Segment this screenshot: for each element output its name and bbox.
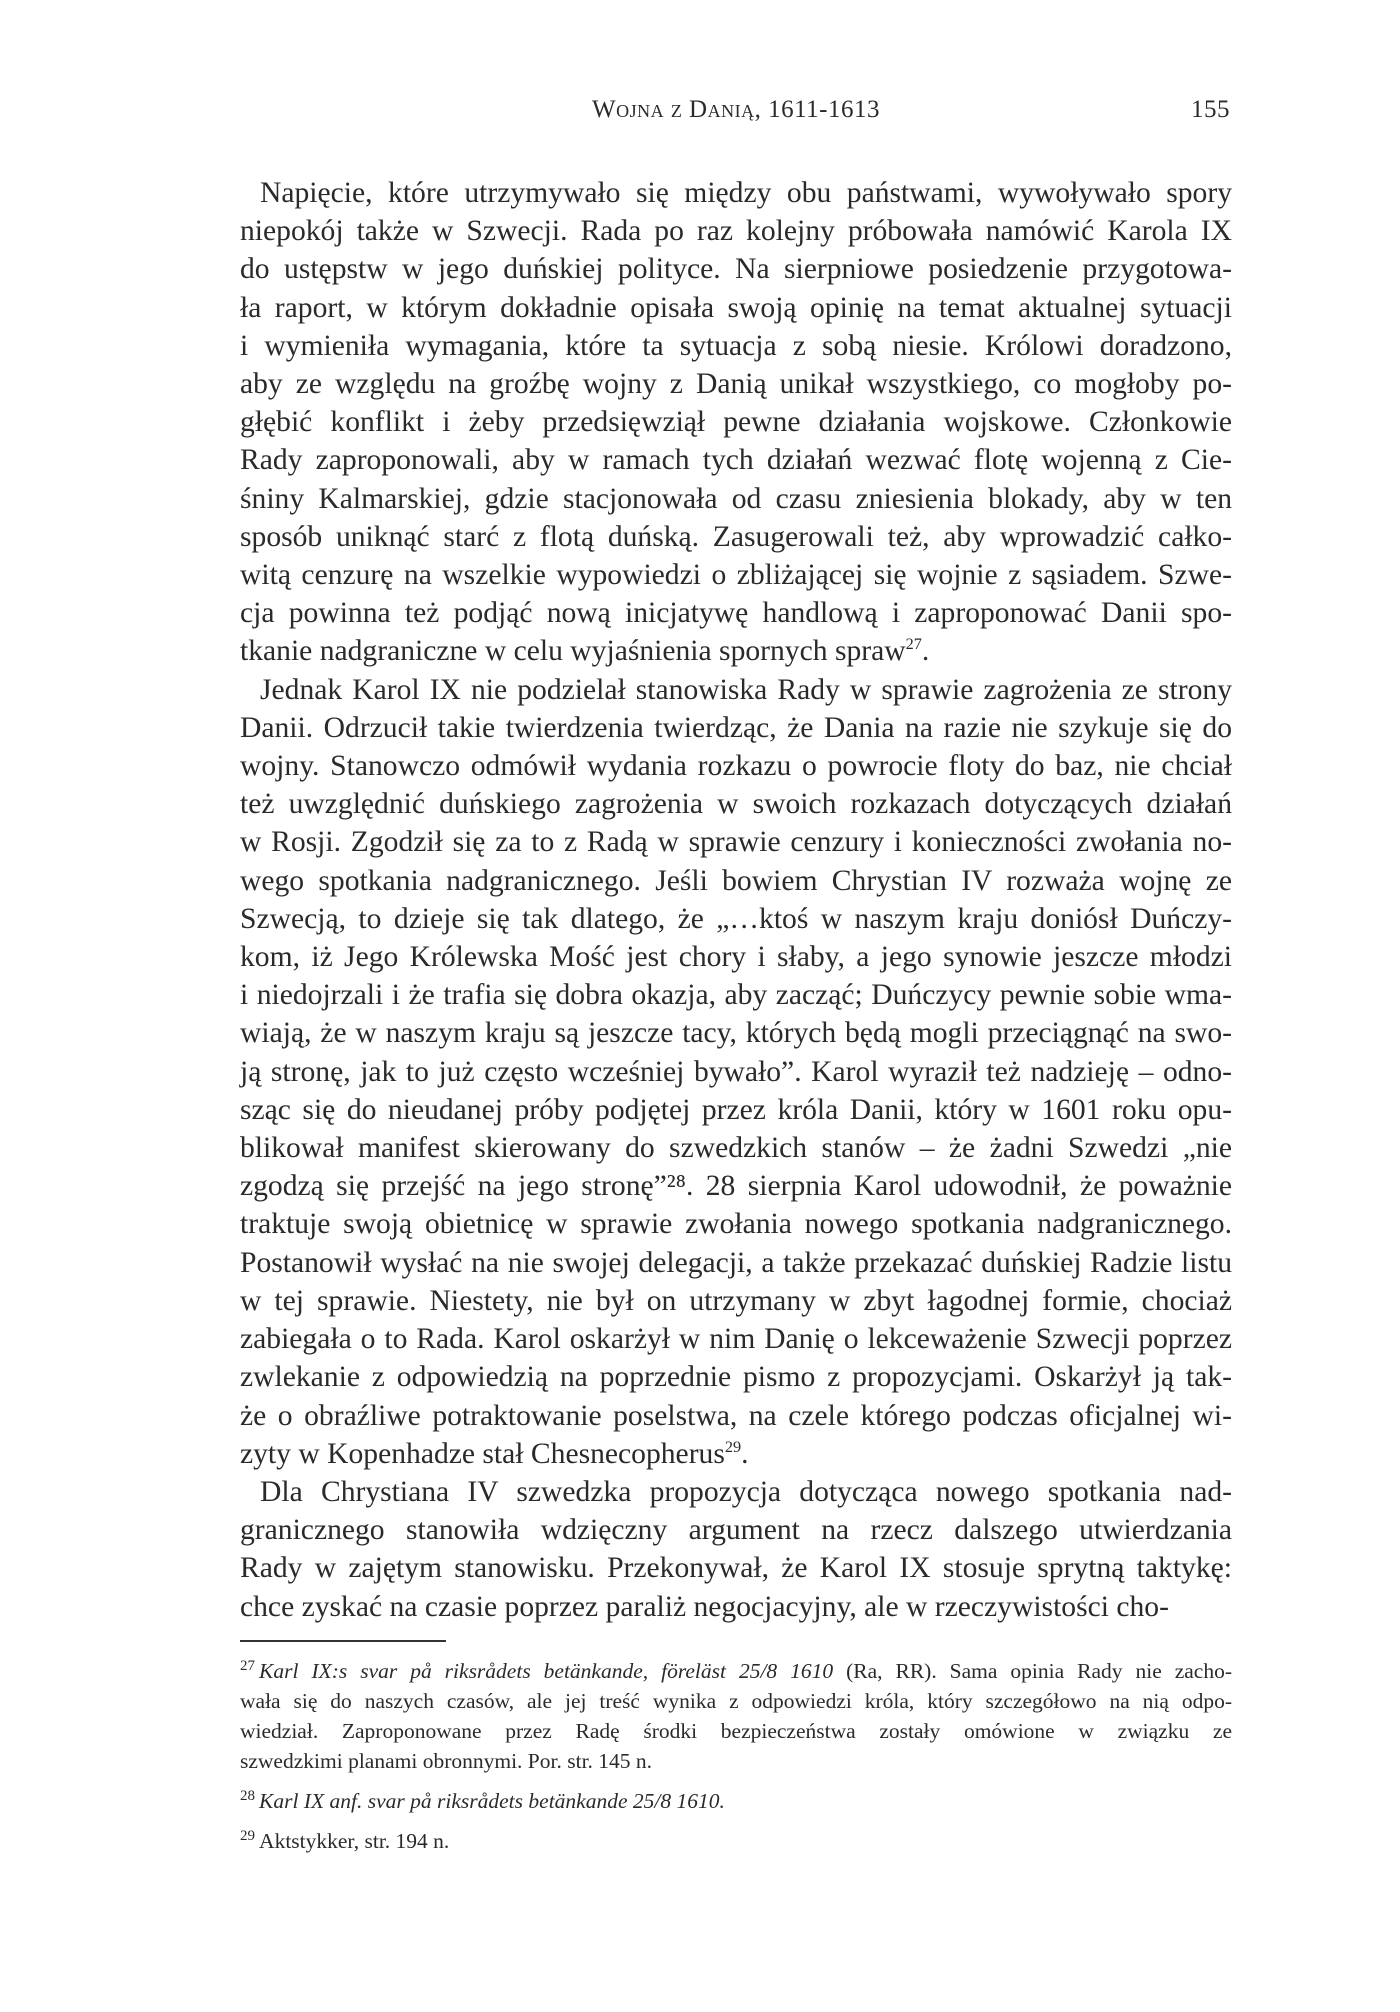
text-line: głębić konflikt i żeby przedsięwziął pewne działania wojskowe. Członkowie xyxy=(240,406,1232,439)
text-line: zgodzą się przejść na jego stronę”²⁸. 28 sierpnia Karol udowodnił, że poważnie xyxy=(240,1170,1232,1203)
paragraph xyxy=(240,671,1232,1473)
footnote-number: 27 xyxy=(240,1657,256,1674)
footnote-source-title: Karl IX anf. svar på riksrådets betänkande 25/8 1610. xyxy=(259,1788,725,1813)
footnote-reference[interactable]: 27 xyxy=(905,634,922,654)
footnote-divider xyxy=(240,1640,446,1642)
text-line: wiają, że w naszym kraju są jeszcze tacy, których będą mogli przeciągnąć na swo- xyxy=(240,1017,1232,1050)
text-line: niepokój także w Szwecji. Rada po raz kolejny próbowała namówić Karola IX xyxy=(240,215,1232,248)
running-title: Wojna z Danią, 1611-1613 xyxy=(591,96,881,123)
running-head xyxy=(240,96,1232,136)
text-line: Napięcie, które utrzymywało się między obu państwami, wywoływało spory xyxy=(260,177,1232,209)
text-line: sząc się do nieudanej próby podjętej przez króla Danii, który w 1601 roku opu- xyxy=(240,1093,1232,1126)
footnote-line xyxy=(240,1786,1232,1816)
footnote-line: wiedział. Zaproponowane przez Radę środki bezpieczeństwa zostały omówione w związku ze xyxy=(240,1718,1232,1743)
footnote-text: Aktstykker, str. 194 n. xyxy=(259,1828,450,1853)
page-number: 155 xyxy=(1191,96,1230,123)
text-line: granicznego stanowiła wdzięczny argument na rzecz dalszego utwierdzania xyxy=(240,1514,1232,1547)
text-line: Szwecją, to dzieje się tak dlatego, że „…ktoś w naszym kraju doniósł Duńczy- xyxy=(240,902,1232,935)
text-line: blikował manifest skierowany do szwedzkich stanów – że żadni Szwedzi „nie xyxy=(240,1132,1232,1165)
footnote-source-title: Karl IX:s svar på riksrådets betänkande, föreläst 25/8 1610 xyxy=(259,1658,834,1683)
text-line: Postanowił wysłać na nie swojej delegacji, a także przekazać duńskiej Radzie listu xyxy=(240,1246,1232,1279)
text-line: Rady zaproponowali, aby w ramach tych działań wezwać flotę wojenną z Cie- xyxy=(240,444,1232,477)
text-line: i niedojrzali i że trafia się dobra okazja, aby zacząć; Duńczycy pewnie sobie wma- xyxy=(240,979,1232,1012)
text-line: zwlekanie z odpowiedzią na poprzednie pismo z propozycjami. Oskarżył ją tak- xyxy=(240,1361,1232,1394)
text-line: ła raport, w którym dokładnie opisała swoją opinię na temat aktualnej sytuacji xyxy=(240,291,1232,324)
text-line: zabiegała o to Rada. Karol oskarżył w nim Danię o lekceważenie Szwecji poprzez xyxy=(240,1323,1232,1356)
text-line: aby ze względu na groźbę wojny z Danią unikał wszystkiego, co mogłoby po- xyxy=(240,368,1232,401)
footnote-line: wała się do naszych czasów, ale jej treść wynika z odpowiedzi króla, który szczegółowo na nią odpo- xyxy=(240,1688,1232,1713)
text-line: że o obraźliwe potraktowanie poselstwa, na czele którego podczas oficjalnej wi- xyxy=(240,1399,1232,1432)
text-line: kom, iż Jego Królewska Mość jest chory i słaby, a jego synowie jeszcze młodzi xyxy=(240,941,1232,974)
text-line: Dla Chrystiana IV szwedzka propozycja dotycząca nowego spotkania nad- xyxy=(260,1475,1232,1508)
footnote xyxy=(240,1656,1232,1776)
body-text xyxy=(240,174,1232,1626)
text-line: śniny Kalmarskiej, gdzie stacjonowała od czasu zniesienia blokady, aby w ten xyxy=(240,482,1232,515)
book-page xyxy=(240,96,1232,1866)
text-line: tkanie nadgraniczne w celu wyjaśnienia spornych spraw$^{27}$. xyxy=(240,634,930,668)
text-line: chce zyskać na czasie poprzez paraliż negocjacyjny, ale w rzeczywistości cho- xyxy=(240,1590,1169,1623)
footnote-line xyxy=(240,1656,1232,1686)
text-line: sposób uniknąć starć z flotą duńską. Zasugerowali też, aby wprowadzić całko- xyxy=(240,520,1232,553)
paragraph xyxy=(240,1473,1232,1626)
text-line: i wymieniła wymagania, które ta sytuacja z sobą niesie. Królowi doradzono, xyxy=(240,329,1232,362)
text-line: Danii. Odrzucił takie twierdzenia twierdząc, że Dania na razie nie szykuje się do xyxy=(240,711,1232,744)
text-line: w Rosji. Zgodził się za to z Radą w sprawie cenzury i konieczności zwołania no- xyxy=(240,826,1232,859)
footnote xyxy=(240,1826,1232,1856)
footnotes xyxy=(240,1656,1232,1856)
footnote-line: szwedzkimi planami obronnymi. Por. str. 145 n. xyxy=(240,1748,653,1773)
text-line: też uwzględnić duńskiego zagrożenia w swoich rozkazach dotyczących działań xyxy=(240,788,1232,821)
text-line: cja powinna też podjąć nową inicjatywę handlową i zaproponować Danii spo- xyxy=(240,597,1232,630)
text-line: do ustępstw w jego duńskiej polityce. Na sierpniowe posiedzenie przygotowa- xyxy=(240,253,1232,286)
paragraph xyxy=(240,174,1232,671)
footnote xyxy=(240,1786,1232,1816)
text-line: ją stronę, jak to już często wcześniej bywało”. Karol wyraził też nadzieję – odno- xyxy=(240,1055,1232,1088)
text-line: witą cenzurę na wszelkie wypowiedzi o zbliżającej się wojnie z sąsiadem. Szwe- xyxy=(240,559,1232,592)
footnote-number: 29 xyxy=(240,1827,256,1844)
footnote-line xyxy=(240,1826,1232,1856)
text-line: Rady w zajętym stanowisku. Przekonywał, że Karol IX stosuje sprytną taktykę: xyxy=(240,1552,1232,1585)
text-line: zyty w Kopenhadze stał Chesnecopherus$^{29}$. xyxy=(240,1436,749,1470)
text-line: w tej sprawie. Niestety, nie był on utrzymany w zbyt łagodnej formie, chociaż xyxy=(240,1284,1232,1317)
text-line: Jednak Karol IX nie podzielał stanowiska Rady w sprawie zagrożenia ze strony xyxy=(260,673,1232,706)
footnote-reference[interactable]: 29 xyxy=(724,1436,742,1456)
text-line: traktuje swoją obietnicę w sprawie zwołania nowego spotkania nadgranicznego. xyxy=(240,1208,1232,1241)
footnote-number: 28 xyxy=(240,1787,256,1804)
text-line: wojny. Stanowczo odmówił wydania rozkazu o powrocie floty do baz, nie chciał xyxy=(240,750,1232,783)
footnote-text: (Ra, RR). Sama opinia Rady nie zacho- xyxy=(833,1658,1232,1683)
text-line: wego spotkania nadgranicznego. Jeśli bowiem Chrystian IV rozważa wojnę ze xyxy=(240,864,1232,897)
